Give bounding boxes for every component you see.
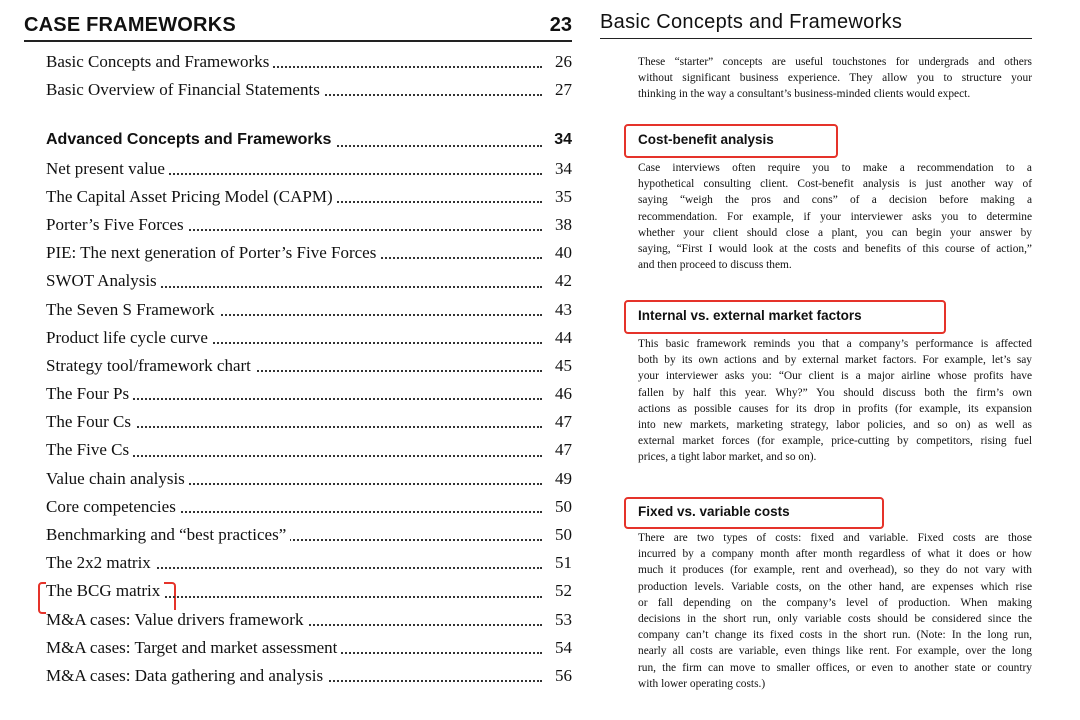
toc-item-title: Product life cycle curve — [46, 328, 212, 347]
toc-item-title: The Seven S Framework — [46, 300, 219, 319]
section-heading-internal-external: Internal vs. external market factors — [638, 308, 862, 323]
toc-item-page: 42 — [552, 267, 572, 295]
toc-item[interactable] — [46, 662, 572, 690]
section-paragraph-internal-external: This basic framework reminds you that a company’s performance is affected both by its own actions and by external market factors. For example, let’s say your interviewer asks you: “Our client is a major airline whose profits have fallen by half this year. Why?” You should discuss both the firm’s own actions as possible causes for its drop in profits (for example, its expansion into new markets, marketing strategy, labor policies, and so on) as well as external market forces (for example, price-cutting by competitors, rising fuel prices, a tight labor market, and so on). — [638, 338, 1032, 464]
toc-item-page: 49 — [552, 465, 572, 493]
toc-item-title: The Four Cs — [46, 412, 135, 431]
toc-item-title: The Five Cs — [46, 440, 133, 459]
toc-item-title: The BCG matrix — [46, 581, 164, 600]
toc-item[interactable] — [46, 408, 572, 436]
section-paragraph-cost-benefit: Case interviews often require you to make a recommendation to a hypothetical consulting client. Cost-benefit analysis is just another way of saying “weigh the pros and cons” of a decision before making a recommendation. For example, if your interviewer asks you to determine whether your client should close a plant, you can begin your answer by saying, “First I would look at the costs and benefits of this course of action,” and then proceed to discuss them. — [638, 162, 1032, 272]
toc-item[interactable] — [46, 493, 572, 521]
table-of-contents — [46, 48, 572, 690]
toc-item-page: 50 — [552, 521, 572, 549]
toc-item[interactable] — [46, 211, 572, 239]
toc-item-page: 56 — [552, 662, 572, 690]
toc-item-title: SWOT Analysis — [46, 271, 161, 290]
toc-item[interactable] — [46, 352, 572, 380]
toc-item[interactable] — [46, 436, 572, 464]
right-page — [600, 0, 1040, 720]
toc-item-title: Core competencies — [46, 497, 180, 516]
toc-item-title: PIE: The next generation of Porter’s Five Forces — [46, 243, 380, 262]
toc-item-page: 34 — [552, 155, 572, 183]
toc-item-page: 40 — [552, 239, 572, 267]
toc-item-page: 52 — [552, 577, 572, 605]
toc-item-page: 44 — [552, 324, 572, 352]
toc-item[interactable] — [46, 155, 572, 183]
toc-item[interactable] — [46, 549, 572, 577]
toc-item-title: Porter’s Five Forces — [46, 215, 188, 234]
toc-item[interactable] — [46, 465, 572, 493]
toc-item-title: Basic Concepts and Frameworks — [46, 52, 273, 71]
toc-item[interactable] — [46, 634, 572, 662]
left-page-header — [24, 10, 572, 42]
right-page-title: Basic Concepts and Frameworks — [600, 11, 903, 33]
toc-item-page: 46 — [552, 380, 572, 408]
toc-item-page: 51 — [552, 549, 572, 577]
toc-item[interactable] — [46, 296, 572, 324]
toc-item-title: The Four Ps — [46, 384, 133, 403]
toc-item[interactable] — [46, 239, 572, 267]
toc-item-title: The 2x2 matrix — [46, 553, 155, 572]
toc-item[interactable] — [46, 606, 572, 634]
section-paragraph-fixed-variable: There are two types of costs: fixed and variable. Fixed costs are those incurred by a company month after month regardless of what it does or how much it produces (for example, rent and overhead), so they do not vary with production levels. Variable costs, on the other hand, are expenses which rise or fall depending on the company’s level of production. When making decisions in the short run, only variable costs should be considered since the company can’t change its fixed costs in the short run. (Note: In the long run, nearly all costs are variable, even things like rent. For example, over the long run, the firm can move to smaller offices, or even to another state or country with lower operating costs.) — [638, 532, 1032, 690]
toc-item-title: Strategy tool/framework chart — [46, 356, 255, 375]
left-page — [24, 0, 572, 720]
toc-item-title: Net present value — [46, 159, 169, 178]
right-page-header — [600, 8, 1032, 39]
toc-item-page: 27 — [552, 76, 572, 104]
toc-item-page: 54 — [552, 634, 572, 662]
toc-item-title: M&A cases: Value drivers framework — [46, 610, 307, 629]
toc-item-title: The Capital Asset Pricing Model (CAPM) — [46, 187, 337, 206]
toc-item-page: 47 — [552, 408, 572, 436]
toc-item[interactable] — [46, 48, 572, 76]
toc-item[interactable] — [46, 380, 572, 408]
toc-item-title: M&A cases: Target and market assessment — [46, 638, 341, 657]
toc-item-title: Advanced Concepts and Frameworks — [46, 131, 335, 148]
toc-item-page: 47 — [552, 436, 572, 464]
toc-item-page: 53 — [552, 606, 572, 634]
toc-item-title: Basic Overview of Financial Statements — [46, 80, 324, 99]
intro-paragraph: These “starter” concepts are useful touchstones for undergrads and others without significant business experience. They allow you to structure your thinking in the way a consultant’s business-minded clients would expect. — [638, 56, 1032, 101]
toc-item-page: 35 — [552, 183, 572, 211]
toc-item-page: 26 — [552, 48, 572, 76]
toc-item[interactable] — [46, 267, 572, 295]
left-page-number: 23 — [549, 14, 572, 36]
toc-item[interactable] — [46, 324, 572, 352]
toc-item-title: M&A cases: Data gathering and analysis — [46, 666, 327, 685]
toc-item-page: 50 — [552, 493, 572, 521]
toc-item[interactable] — [46, 521, 572, 549]
section-heading-cost-benefit: Cost-benefit analysis — [638, 132, 774, 147]
toc-item-title: Benchmarking and “best practices” — [46, 525, 290, 544]
toc-item-page: 45 — [552, 352, 572, 380]
left-page-title: CASE FRAMEWORKS — [24, 14, 236, 36]
toc-item-page: 34 — [551, 126, 572, 154]
toc-item-title: Value chain analysis — [46, 469, 189, 488]
section-heading-fixed-variable: Fixed vs. variable costs — [638, 504, 790, 519]
toc-item[interactable] — [46, 76, 572, 104]
toc-item[interactable] — [46, 183, 572, 211]
toc-item-page: 38 — [552, 211, 572, 239]
toc-section-heading[interactable] — [46, 126, 572, 154]
toc-item-page: 43 — [552, 296, 572, 324]
